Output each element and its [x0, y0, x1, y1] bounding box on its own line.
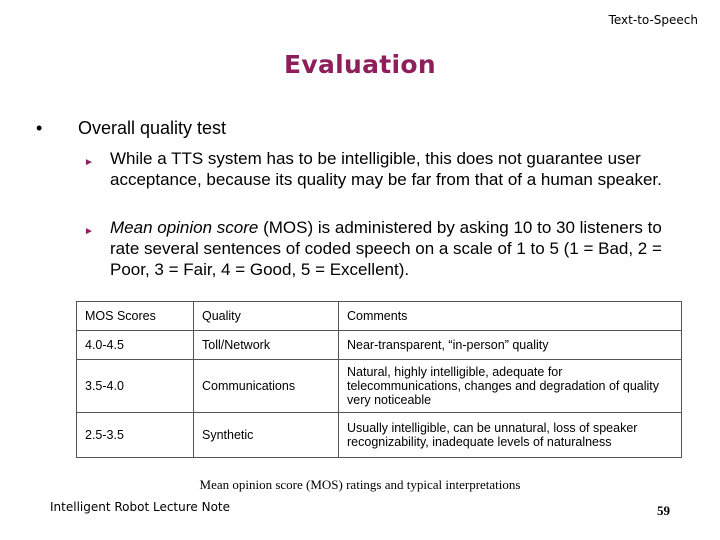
- page-number: 59: [657, 503, 670, 518]
- table-row: [77, 360, 682, 413]
- footer-label: Intelligent Robot Lecture Note: [50, 500, 231, 514]
- arrow-bullet-icon: ►: [84, 157, 94, 168]
- slide-title: Evaluation: [284, 50, 436, 79]
- arrow-bullet-icon: ►: [84, 226, 94, 237]
- table-row: [77, 413, 682, 458]
- table-cell: 3.5-4.0: [77, 360, 194, 413]
- table-cell: 2.5-3.5: [77, 413, 194, 458]
- sub-bullet-intelligibility: [84, 148, 690, 190]
- table-caption: Mean opinion score (MOS) ratings and typical interpretations: [199, 477, 521, 492]
- sub-bullet-text: (MOS) is administered by asking 10 to 30 listeners to rate several sentences of coded speech on a scale of 1 to 5 (1 = Bad, 2 = Poor, 3 = Fair, 4 = Good, 5 = Excellent).: [110, 218, 662, 279]
- table-cell: MOS Scores: [77, 302, 194, 331]
- bullet-text: Overall quality test: [78, 118, 227, 138]
- table-cell: Toll/Network: [194, 331, 339, 360]
- header-label: Text-to-Speech: [608, 13, 698, 27]
- mos-table: [76, 301, 682, 458]
- table-cell: Usually intelligible, can be unnatural, loss of speaker recognizability, inadequate levels of naturalness: [339, 413, 682, 458]
- table-cell: Quality: [194, 302, 339, 331]
- table-header-row: [77, 302, 682, 331]
- table-row: [77, 331, 682, 360]
- table-cell: Near-transparent, “in-person” quality: [339, 331, 682, 360]
- table-cell: 4.0-4.5: [77, 331, 194, 360]
- table-cell: Comments: [339, 302, 682, 331]
- table-cell: Synthetic: [194, 413, 339, 458]
- sub-bullet-text: While a TTS system has to be intelligible, this does not guarantee user acceptance, because its quality may be far from that of a human speaker.: [110, 149, 662, 189]
- table-cell: Communications: [194, 360, 339, 413]
- bullet-marker: •: [36, 118, 43, 138]
- sub-bullet-mos: [84, 217, 690, 280]
- mos-term: Mean opinion score: [110, 218, 259, 237]
- table-cell: Natural, highly intelligible, adequate for telecommunications, changes and degradation of quality very noticeable: [339, 360, 682, 413]
